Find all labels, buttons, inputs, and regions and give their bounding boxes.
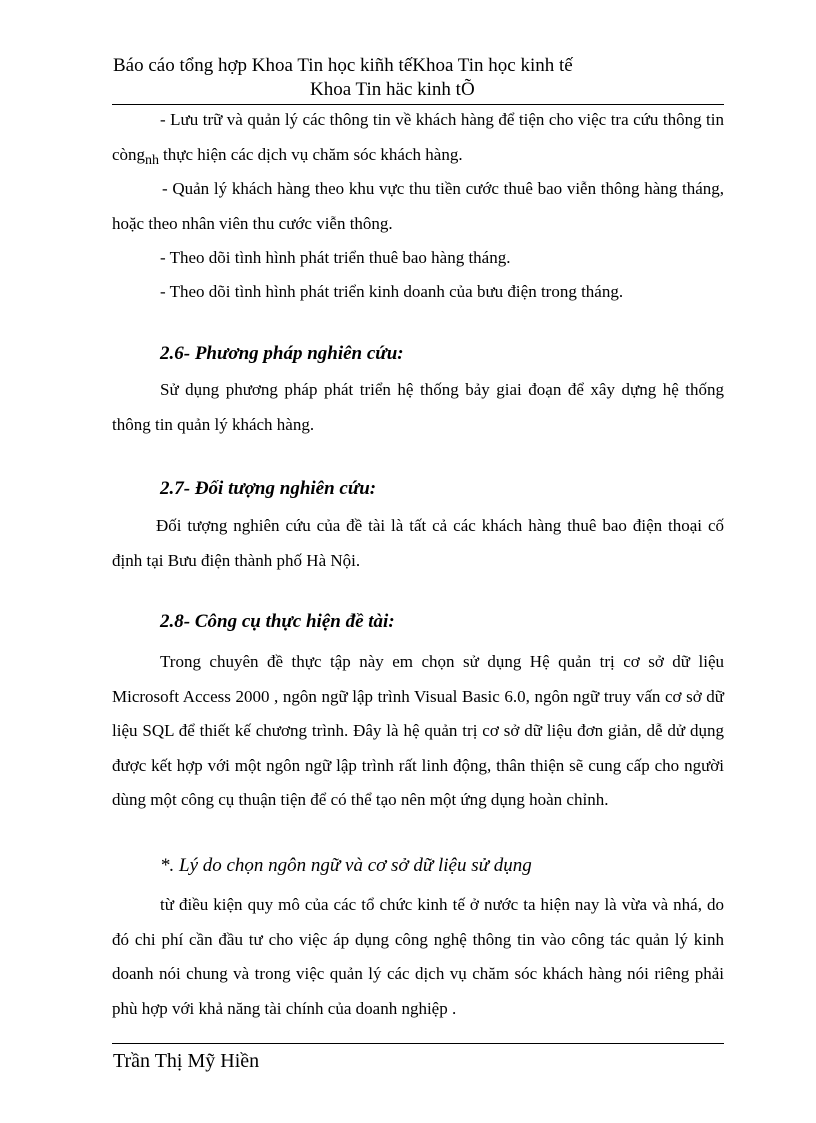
list-item-2: - Quản lý khách hàng theo khu vực thu tiền cước thuê bao viễn thông hàng tháng, hoặc theo nhân viên thu cước viễn thông.	[112, 179, 724, 233]
footer-divider	[112, 1043, 724, 1044]
list-item-1	[112, 103, 724, 174]
section-body-2-7: Đối tượng nghiên cứu của đề tài là tất cả các khách hàng thuê bao điện thoại cố định tại Bưu điện thành phố Hà Nội.	[112, 516, 724, 570]
subsection-body-reason: từ điều kiện quy mô của các tổ chức kinh tế ở nước ta hiện nay là vừa và nhá, do đó chi phí cần đầu tư cho việc áp dụng công nghệ thông tin vào công tác quản lý kinh doanh nói chung và trong việc quản lý các dịch vụ chăm sóc khách hàng nói riêng phải phù hợp với khả năng tài chính của doanh nghiệp .	[112, 895, 724, 1018]
subsection-heading-reason: *. Lý do chọn ngôn ngữ và cơ sở dữ liệu sử dụng	[160, 855, 532, 876]
list-item-1-text-b: thực hiện các dịch vụ chăm sóc khách hàng.	[163, 144, 463, 164]
list-item-3: - Theo dõi tình hình phát triển thuê bao hàng tháng.	[160, 248, 511, 267]
list-item-1-subscript: nh	[145, 152, 160, 168]
footer-author: Trần Thị Mỹ Hiền	[113, 1050, 260, 1072]
section-heading-2-7: 2.7- Đối tượng nghiên cứu:	[160, 478, 377, 499]
section-heading-2-8: 2.8- Công cụ thực hiện đề tài:	[160, 611, 395, 632]
list-item-1-text-a: - Lưu trữ và quản lý các thông tin về khách hàng để tiện cho việc tra cứu thông tin còng	[112, 110, 724, 164]
section-body-2-6: Sử dụng phương pháp phát triển hệ thống bảy giai đoạn để xây dựng hệ thống thông tin quản lý khách hàng.	[112, 380, 724, 434]
section-body-2-8: Trong chuyên đề thực tập này em chọn sử dụng Hệ quản trị cơ sở dữ liệu Microsoft Access 2000 , ngôn ngữ lập trình Visual Basic 6.0, ngôn ngữ truy vấn cơ sở dữ liệu SQL để thiết kế chương trình. Đây là hệ quản trị cơ sở dữ liệu đơn giản, dễ dử dụng được kết hợp với một ngôn ngữ lập trình rất linh động, thân thiện sẽ cung cấp cho người dùng một công cụ thuận tiện để có thể tạo nên một ứng dụng hoàn chỉnh.	[112, 652, 724, 810]
list-item-4: - Theo dõi tình hình phát triển kinh doanh của bưu điện trong tháng.	[160, 282, 624, 301]
section-heading-2-6: 2.6- Phương pháp nghiên cứu:	[160, 343, 404, 364]
header-subtitle: Khoa Tin häc kinh tÕ	[310, 79, 475, 100]
header-title: Báo cáo tổng hợp Khoa Tin học kiñh tếKhoa Tin học kinh tế	[113, 55, 573, 76]
